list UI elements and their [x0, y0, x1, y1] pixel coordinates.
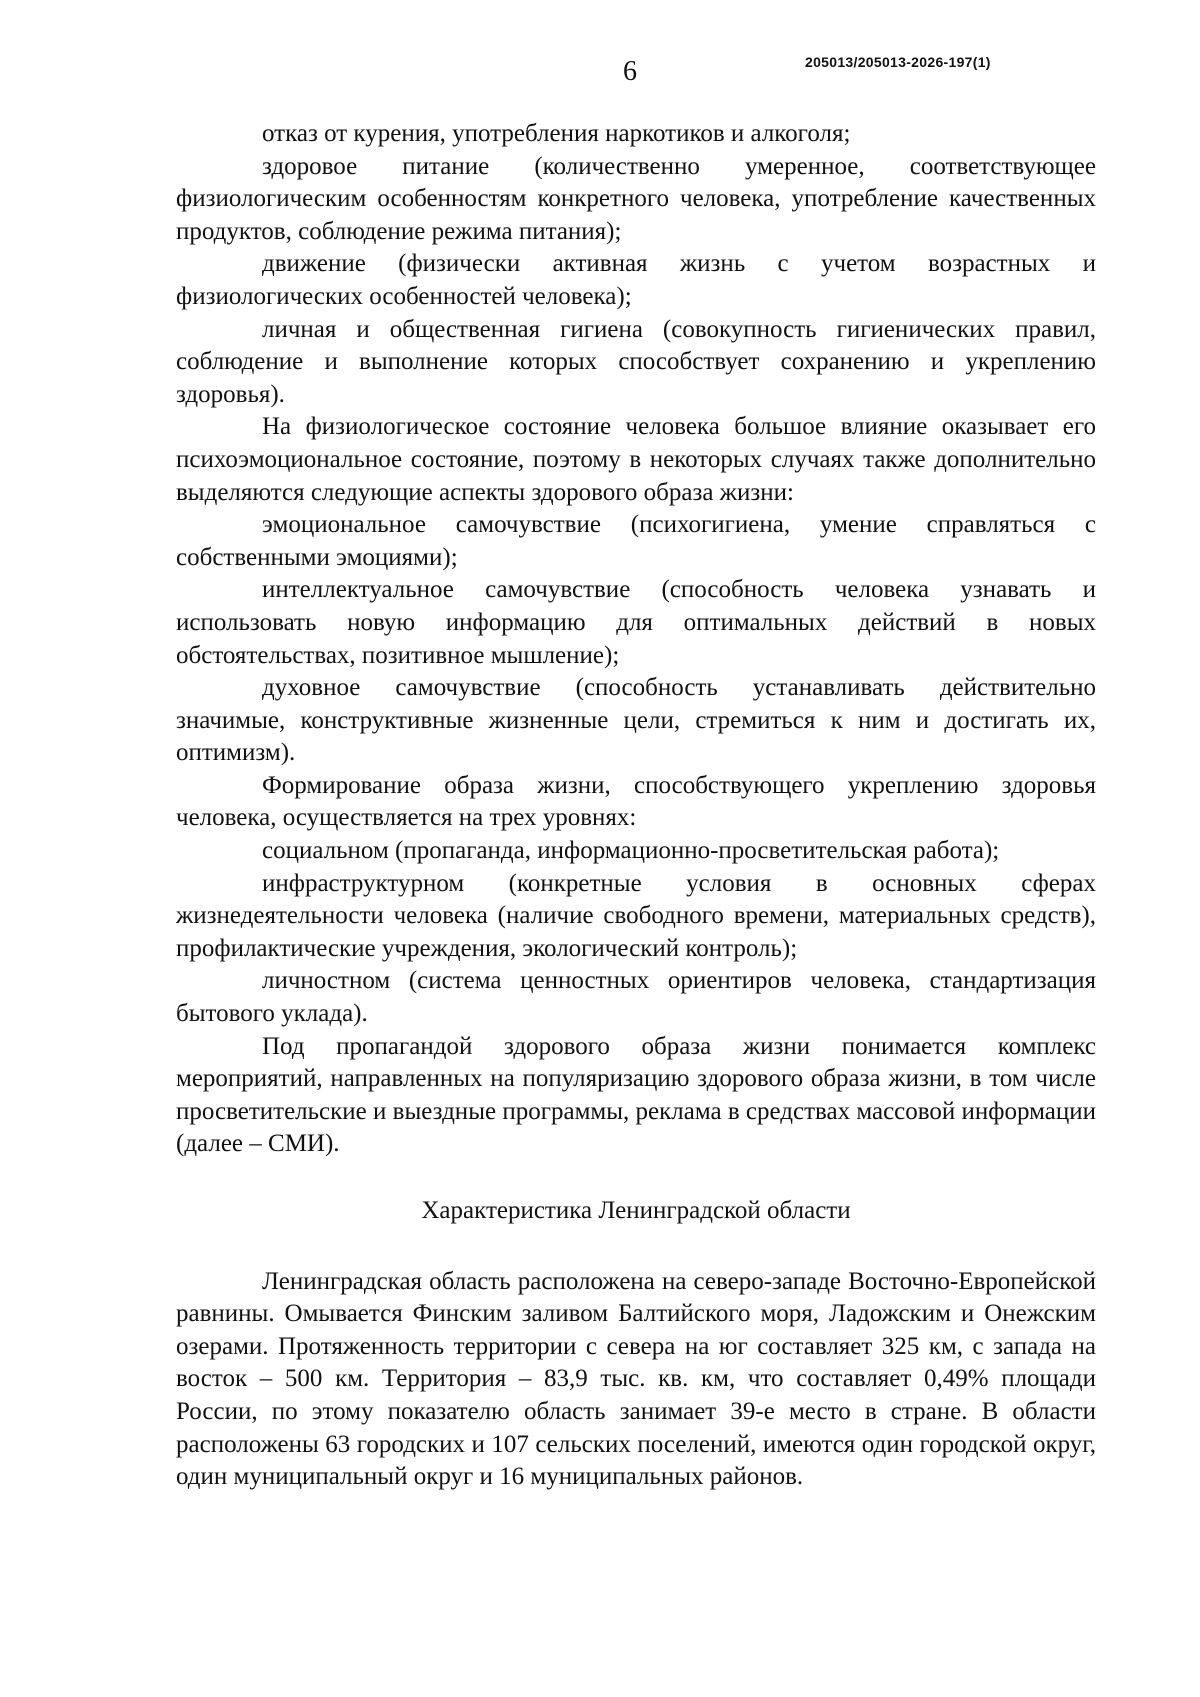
section-title: Характеристика Ленинградской области — [421, 1197, 851, 1224]
paragraph: Ленинградская область расположена на северо-западе Восточно-Европейской равнины. Омывается Финским заливом Балтийского моря, Ладожским и Онежским озерами. Протяженность территории с севера на юг составляет 325 км, с запада на восток – 500 км. Территория – 83,9 тыс. кв. км, что составляет 0,49% площади России, по этому показателю область занимает 39-е место в стране. В области расположены 63 городских и 107 сельских поселений, имеются один городской округ, один муниципальный округ и 16 муниципальных районов. — [176, 1267, 1096, 1491]
document-code: 205013/205013-2026-197(1) — [805, 54, 991, 70]
paragraph: интеллектуальное самочувствие (способность человека узнавать и использовать новую информацию для оптимальных действий в новых обстоятельствах, позитивное мышление); — [176, 576, 1096, 669]
paragraph: инфраструктурном (конкретные условия в основных сферах жизнедеятельности человека (наличие свободного времени, материальных средств), профилактические учреждения, экологический контроль); — [176, 869, 1096, 962]
paragraph: эмоциональное самочувствие (психогигиена, умение справляться с собственными эмоциями); — [176, 511, 1096, 571]
paragraph: движение (физически активная жизнь с учетом возрастных и физиологических особенностей человека); — [176, 250, 1096, 310]
paragraph: социальном (пропаганда, информационно-просветительская работа); — [262, 837, 1000, 865]
paragraph: личная и общественная гигиена (совокупность гигиенических правил, соблюдение и выполнение которых способствует сохранению и укреплению здоровья). — [176, 315, 1096, 408]
paragraph: Формирование образа жизни, способствующего укреплению здоровья человека, осуществляется на трех уровнях: — [176, 771, 1096, 832]
paragraph: личностном (система ценностных ориентиров человека, стандартизация бытового уклада). — [176, 967, 1096, 1028]
paragraph: Под пропагандой здорового образа жизни понимается комплекс мероприятий, направленных на популяризацию здорового образа жизни, в том числе просветительские и выездные программы, реклама в средствах массовой информации (далее – СМИ). — [176, 1032, 1096, 1158]
paragraph: духовное самочувствие (способность устанавливать действительно значимые, конструктивные жизненные цели, стремиться к ним и достигать их, оптимизм). — [176, 674, 1096, 767]
document-body — [176, 118, 1096, 1494]
paragraph: отказ от курения, употребления наркотиков и алкоголя; — [262, 120, 851, 147]
paragraph: На физиологическое состояние человека большое влияние оказывает его психоэмоциональное состояние, поэтому в некоторых случаях также дополнительно выделяются следующие аспекты здорового образа жизни: — [176, 413, 1096, 506]
page-number: 6 — [623, 56, 637, 87]
paragraph: здоровое питание (количественно умеренное, соответствующее физиологическим особенностям конкретного человека, употребление качественных продуктов, соблюдение режима питания); — [176, 152, 1096, 245]
